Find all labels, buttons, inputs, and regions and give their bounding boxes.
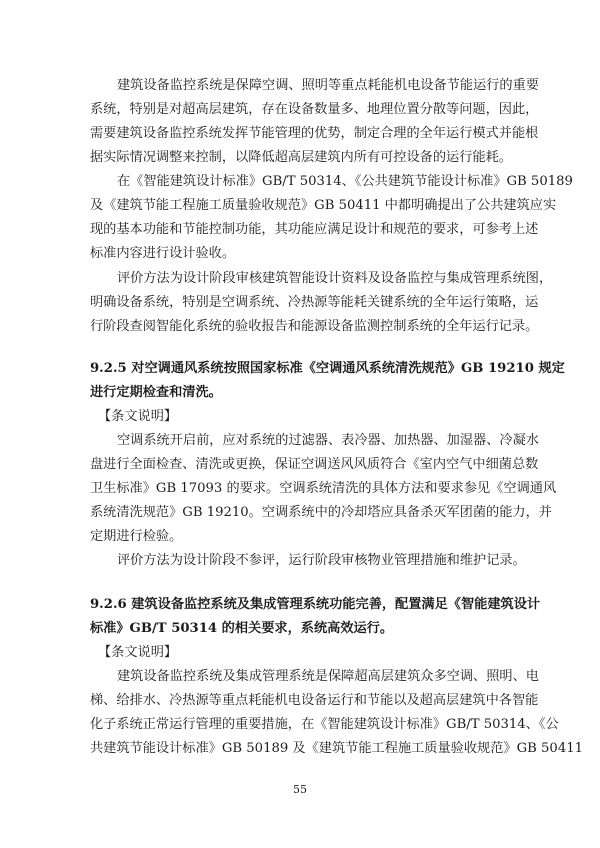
paragraph-line: 需要建筑设备监控系统发挥节能管理的优势，制定合理的全年运行模式并能根 xyxy=(90,126,539,141)
clause-heading-9-2-5: 进行定期检查和清洗。 xyxy=(90,385,222,400)
paragraph-line: 盘进行全面检查、清洗或更换，保证空调送风风质符合《室内空气中细菌总数 xyxy=(90,457,539,472)
paragraph-line: 化子系统正常运行管理的重要措施，在《智能建筑设计标准》GB/T 50314、《公 xyxy=(90,717,559,732)
paragraph-line: 共建筑节能设计标准》GB 50189 及《建筑节能工程施工质量验收规范》GB 50411 xyxy=(90,741,583,756)
paragraph-line: 建筑设备监控系统及集成管理系统是保障超高层建筑众多空调、照明、电 xyxy=(117,669,539,684)
clause-heading-9-2-6: 9.2.6 建筑设备监控系统及集成管理系统功能完善，配置满足《智能建筑设计 xyxy=(90,597,541,612)
paragraph-line: 现的基本功能和节能控制功能，其功能应满足设计和规范的要求，可参考上述 xyxy=(90,222,539,237)
clause-heading-9-2-5: 9.2.5 对空调通风系统按照国家标准《空调通风系统清洗规范》GB 19210 规定 xyxy=(90,361,565,376)
paragraph-line: 评价方法为设计阶段不参评，运行阶段审核物业管理措施和维护记录。 xyxy=(117,553,526,568)
paragraph-line: 系统清洗规范》GB 19210。空调系统中的冷却塔应具备杀灭军团菌的能力，并 xyxy=(90,505,552,520)
paragraph-line: 行阶段查阅智能化系统的验收报告和能源设备监测控制系统的全年运行记录。 xyxy=(90,319,539,334)
paragraph-line: 建筑设备监控系统是保障空调、照明等重点耗能机电设备节能运行的重要 xyxy=(117,78,539,93)
paragraph-line: 卫生标准》GB 17093 的要求。空调系统清洗的具体方法和要求参见《空调通风 xyxy=(90,481,557,496)
paragraph-line: 评价方法为设计阶段审核建筑智能设计资料及设备监控与集成管理系统图， xyxy=(117,271,553,286)
paragraph-line: 明确设备系统，特别是空调系统、冷热源等能耗关键系统的全年运行策略，运 xyxy=(90,295,539,310)
clause-heading-9-2-6: 标准》GB/T 50314 的相关要求，系统高效运行。 xyxy=(90,621,394,636)
paragraph-line: 据实际情况调整来控制，以降低超高层建筑内所有可控设备的运行能耗。 xyxy=(90,150,512,165)
paragraph-line: 定期进行检验。 xyxy=(90,529,183,544)
clause-note-label: 【条文说明】 xyxy=(98,645,178,660)
paragraph-line: 在《智能建筑设计标准》GB/T 50314、《公共建筑节能设计标准》GB 50189 xyxy=(117,174,573,189)
paragraph-line: 梯、给排水、冷热源等重点耗能机电设备运行和节能以及超高层建筑中各智能 xyxy=(90,693,539,708)
paragraph-line: 空调系统开启前，应对系统的过滤器、表冷器、加热器、加湿器、冷凝水 xyxy=(117,433,539,448)
paragraph-line: 系统，特别是对超高层建筑，存在设备数量多、地理位置分散等问题，因此， xyxy=(90,102,539,117)
paragraph-line: 标准内容进行设计验收。 xyxy=(90,246,236,261)
clause-note-label: 【条文说明】 xyxy=(98,409,178,424)
paragraph-line: 及《建筑节能工程施工质量验收规范》GB 50411 中都明确提出了公共建筑应实 xyxy=(90,198,557,213)
page-number: 55 xyxy=(293,783,307,796)
